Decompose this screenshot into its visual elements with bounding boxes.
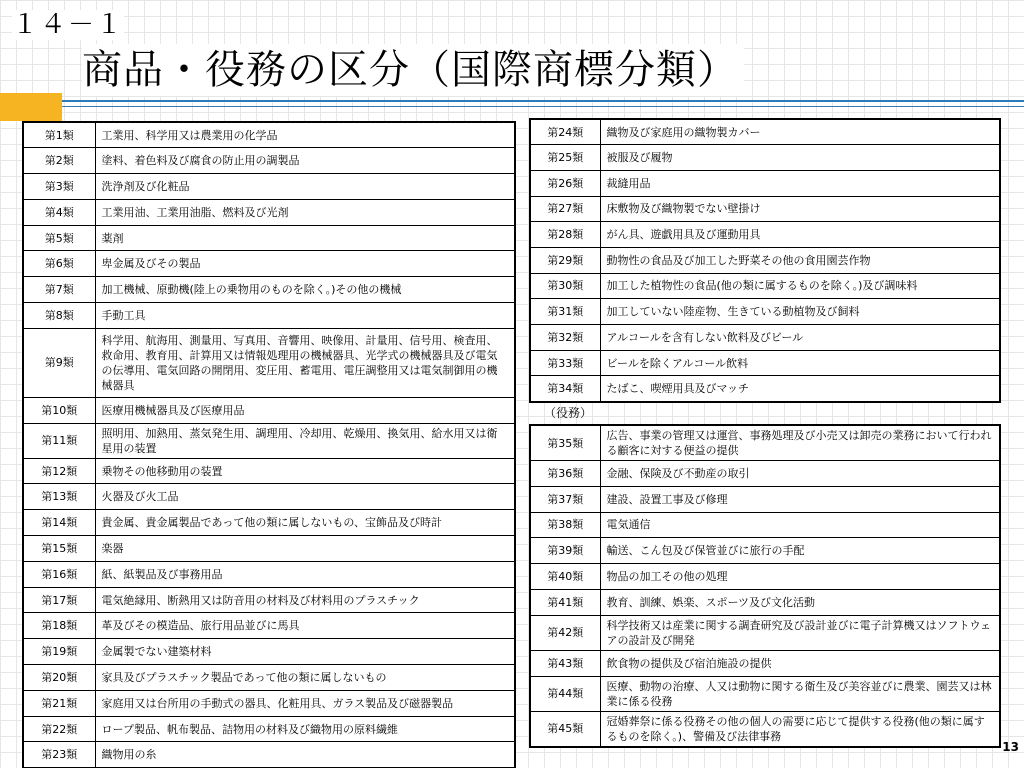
class-description-cell: 織物及び家庭用の織物製カバー [600,119,1000,145]
table-row [530,589,1000,615]
class-description-cell: 加工していない陸産物、生きている動植物及び飼料 [600,299,1000,325]
class-number-cell: 第17類 [23,587,95,613]
class-number-cell: 第5類 [23,225,95,251]
services-table [529,424,1001,748]
class-description-cell: 被服及び履物 [600,145,1000,171]
table-row [23,613,515,639]
table-row [23,536,515,562]
class-description-cell: 床敷物及び織物製でない壁掛け [600,196,1000,222]
class-description-cell: 加工機械、原動機(陸上の乗物用のものを除く。)その他の機械 [95,277,515,303]
class-number-cell: 第24類 [530,119,600,145]
table-row [23,148,515,174]
class-number-cell: 第35類 [530,425,600,461]
class-number-cell: 第23類 [23,742,95,768]
class-description-cell: 飲食物の提供及び宿泊施設の提供 [600,650,1000,676]
class-description-cell: 工業用、科学用又は農業用の化学品 [95,122,515,148]
class-description-cell: 紙、紙製品及び事務用品 [95,561,515,587]
class-description-cell: たばこ、喫煙用具及びマッチ [600,376,1000,402]
class-number-cell: 第7類 [23,277,95,303]
table-row [530,425,1000,461]
class-description-cell: 教育、訓練、娯楽、スポーツ及び文化活動 [600,589,1000,615]
table-row [530,325,1000,351]
class-number-cell: 第26類 [530,170,600,196]
class-description-cell: 乗物その他移動用の装置 [95,458,515,484]
class-description-cell: 工業用油、工業用油脂、燃料及び光剤 [95,199,515,225]
class-number-cell: 第32類 [530,325,600,351]
table-row [23,690,515,716]
class-description-cell: 洗浄剤及び化粧品 [95,174,515,200]
table-row [23,587,515,613]
class-description-cell: 塗料、着色料及び腐食の防止用の調製品 [95,148,515,174]
table-row [23,665,515,691]
class-number-cell: 第2類 [23,148,95,174]
class-number-cell: 第40類 [530,564,600,590]
class-number-cell: 第19類 [23,639,95,665]
table-row [530,650,1000,676]
class-description-cell: 卑金属及びその製品 [95,251,515,277]
table-row [23,303,515,329]
class-number-cell: 第1類 [23,122,95,148]
class-number-cell: 第43類 [530,650,600,676]
class-number-cell: 第39類 [530,538,600,564]
class-description-cell: 科学用、航海用、測量用、写真用、音響用、映像用、計量用、信号用、検査用、救命用、教育用、計算用又は情報処理用の機械器具、光学式の機械器具及び電気の伝導用、電気回路の開閉用、変圧用、蓄電用、電圧調整用又は電気制御用の機械器具 [95,328,515,397]
class-number-cell: 第30類 [530,273,600,299]
class-number-cell: 第22類 [23,716,95,742]
class-number-cell: 第37類 [530,486,600,512]
table-row [530,273,1000,299]
class-number-cell: 第31類 [530,299,600,325]
class-number-cell: 第15類 [23,536,95,562]
table-row [530,299,1000,325]
table-row [530,145,1000,171]
title-rule-thin [62,106,1024,107]
table-row [530,196,1000,222]
class-number-cell: 第25類 [530,145,600,171]
class-number-cell: 第10類 [23,397,95,423]
table-row [23,639,515,665]
class-description-cell: 家庭用又は台所用の手動式の器具、化粧用具、ガラス製品及び磁器製品 [95,690,515,716]
class-number-cell: 第11類 [23,423,95,458]
class-number-cell: 第21類 [23,690,95,716]
table-row [23,716,515,742]
class-description-cell: 電気絶縁用、断熱用又は防音用の材料及び材料用のプラスチック [95,587,515,613]
services-caption: （役務） [544,406,593,420]
class-description-cell: 薬剤 [95,225,515,251]
class-number-cell: 第28類 [530,222,600,248]
class-description-cell: 科学技術又は産業に関する調査研究及び設計並びに電子計算機又はソフトウェアの設計及び開発 [600,615,1000,650]
class-number-cell: 第13類 [23,484,95,510]
page-number: 13 [1002,740,1019,754]
table-row [530,615,1000,650]
class-description-cell: がん具、遊戯用具及び運動用具 [600,222,1000,248]
table-row [530,119,1000,145]
class-description-cell: 動物性の食品及び加工した野菜その他の食用園芸作物 [600,247,1000,273]
table-row [23,423,515,458]
table-row [530,461,1000,487]
class-number-cell: 第4類 [23,199,95,225]
class-number-cell: 第29類 [530,247,600,273]
table-row [23,328,515,397]
table-row [23,251,515,277]
class-description-cell: 建設、設置工事及び修理 [600,486,1000,512]
class-number-cell: 第34類 [530,376,600,402]
class-number-cell: 第9類 [23,328,95,397]
class-description-cell: 電気通信 [600,512,1000,538]
class-number-cell: 第38類 [530,512,600,538]
table-row [530,486,1000,512]
class-description-cell: 物品の加工その他の処理 [600,564,1000,590]
class-description-cell: 医療用機械器具及び医療用品 [95,397,515,423]
class-number-cell: 第44類 [530,676,600,711]
class-description-cell: 広告、事業の管理又は運営、事務処理及び小売又は卸売の業務において行われる顧客に対する便益の提供 [600,425,1000,461]
table-row [530,376,1000,402]
table-row [23,277,515,303]
class-description-cell: 照明用、加熱用、蒸気発生用、調理用、冷却用、乾燥用、換気用、給水用又は衛星用の装置 [95,423,515,458]
class-number-cell: 第33類 [530,350,600,376]
class-description-cell: 輸送、こん包及び保管並びに旅行の手配 [600,538,1000,564]
class-description-cell: 家具及びプラスチック製品であって他の類に属しないもの [95,665,515,691]
class-number-cell: 第27類 [530,196,600,222]
accent-square [0,93,62,121]
class-description-cell: 冠婚葬祭に係る役務その他の個人の需要に応じて提供する役務(他の類に属するものを除く。)、警備及び法律事務 [600,711,1000,747]
class-number-cell: 第3類 [23,174,95,200]
title-rule [62,100,1024,102]
table-row [530,711,1000,747]
goods-table-left [22,121,516,768]
class-number-cell: 第14類 [23,510,95,536]
class-description-cell: 金融、保険及び不動産の取引 [600,461,1000,487]
class-number-cell: 第12類 [23,458,95,484]
table-row [23,458,515,484]
table-row [530,564,1000,590]
class-description-cell: 手動工具 [95,303,515,329]
table-row [530,170,1000,196]
table-row [23,561,515,587]
table-row [530,350,1000,376]
class-description-cell: 医療、動物の治療、人又は動物に関する衛生及び美容並びに農業、園芸又は林業に係る役務 [600,676,1000,711]
table-row [530,247,1000,273]
class-description-cell: 織物用の糸 [95,742,515,768]
class-number-cell: 第20類 [23,665,95,691]
class-description-cell: 楽器 [95,536,515,562]
class-description-cell: 貴金属、貴金属製品であって他の類に属しないもの、宝飾品及び時計 [95,510,515,536]
table-row [23,174,515,200]
table-row [23,510,515,536]
class-number-cell: 第36類 [530,461,600,487]
class-number-cell: 第18類 [23,613,95,639]
section-number: １４－１ [12,10,125,40]
class-number-cell: 第16類 [23,561,95,587]
goods-table-right [529,118,1001,403]
table-row [530,222,1000,248]
class-description-cell: 加工した植物性の食品(他の類に属するものを除く。)及び調味料 [600,273,1000,299]
class-description-cell: ロープ製品、帆布製品、詰物用の材料及び織物用の原料繊維 [95,716,515,742]
class-number-cell: 第42類 [530,615,600,650]
table-row [23,742,515,768]
table-row [530,538,1000,564]
class-description-cell: 革及びその模造品、旅行用品並びに馬具 [95,613,515,639]
page-title: 商品・役務の区分（国際商標分類） [82,44,744,96]
class-number-cell: 第41類 [530,589,600,615]
class-description-cell: ビールを除くアルコール飲料 [600,350,1000,376]
class-number-cell: 第8類 [23,303,95,329]
table-row [23,199,515,225]
class-number-cell: 第6類 [23,251,95,277]
class-description-cell: 火器及び火工品 [95,484,515,510]
class-description-cell: 裁縫用品 [600,170,1000,196]
class-description-cell: アルコールを含有しない飲料及びビール [600,325,1000,351]
table-row [23,225,515,251]
table-row [530,512,1000,538]
table-row [23,397,515,423]
class-description-cell: 金属製でない建築材料 [95,639,515,665]
table-row [23,484,515,510]
table-row [23,122,515,148]
table-row [530,676,1000,711]
class-number-cell: 第45類 [530,711,600,747]
